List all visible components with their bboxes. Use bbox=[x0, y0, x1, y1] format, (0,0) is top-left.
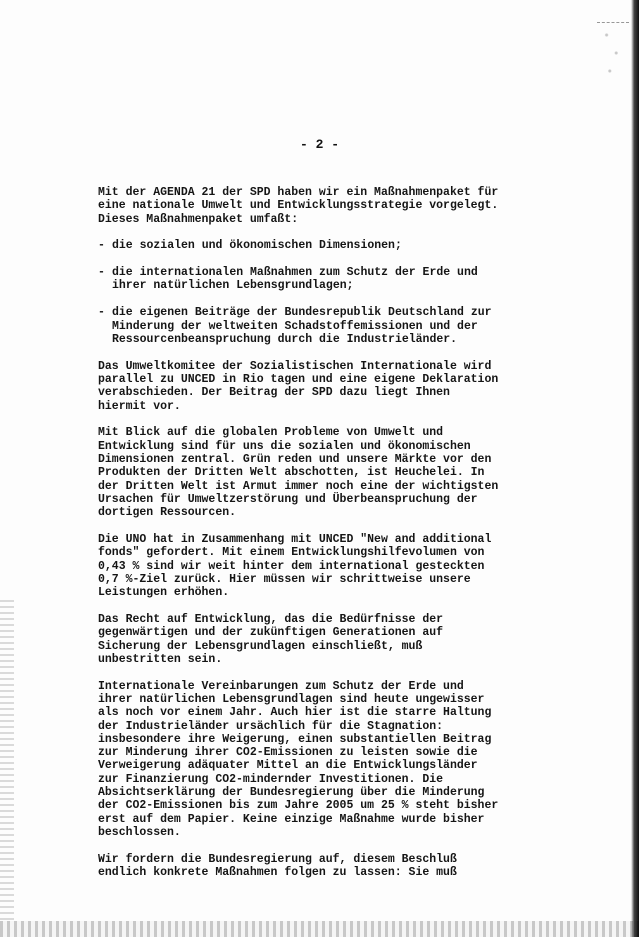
paragraph-demand: Wir fordern die Bundesregierung auf, diesem Beschluß endlich konkrete Maßnahmen folgen zu lassen: Sie muß bbox=[98, 852, 457, 879]
bullet-dash: - bbox=[98, 239, 105, 253]
bullet-item bbox=[98, 266, 528, 293]
scan-edge-noise bbox=[0, 600, 14, 920]
document-body bbox=[98, 186, 528, 893]
scan-bottom-noise bbox=[0, 921, 639, 937]
bullet-text: die eigenen Beiträge der Bundesrepublik Deutschland zur Minderung der weltweiten Schadstoffemissionen und der Ressourcenbeanspruchung durch die Industrieländer. bbox=[112, 306, 492, 346]
bullet-text: die sozialen und ökonomischen Dimensionen; bbox=[112, 239, 402, 253]
bullet-dash: - bbox=[98, 306, 105, 320]
bullet-text: die internationalen Maßnahmen zum Schutz der Erde und ihrer natürlichen Lebensgrundlagen; bbox=[112, 266, 478, 293]
page-number: - 2 - bbox=[299, 137, 339, 152]
intro-paragraph: Mit der AGENDA 21 der SPD haben wir ein Maßnahmenpaket für eine nationale Umwelt und Entwicklungsstrategie vorgelegt. Dieses Maßnahmenpaket umfaßt: bbox=[98, 186, 499, 226]
paragraph-international-agreements: Internationale Vereinbarungen zum Schutz der Erde und ihrer natürlichen Lebensgrundlagen sind heute ungewisser als noch vor einem Jahr. Auch hier ist die starre Haltung der Industrieländer ursächlich für die Stagnation: insbesondere ihre Weigerung, einen substantiellen Beitrag zur Minderung ihrer CO2-Emissionen zu leisten sowie die Verweigerung adäquater Mittel an die Entwicklungsländer zur Finanzierung CO2-mindernder Investitionen. Die Absichtserklärung der Bundesregierung über die Minderung der CO2-Emissionen bis zum Jahre 2005 um 25 % steht bisher erst auf dem Papier. Keine einzige Maßnahme wurde bisher beschlossen. bbox=[98, 679, 499, 839]
paragraph-right-to-development: Das Recht auf Entwicklung, das die Bedürfnisse der gegenwärtigen und der zukünftigen Generationen auf Sicherung der Lebensgrundlagen einschließt, muß unbestritten sein. bbox=[98, 612, 444, 666]
paragraph-unced-committee: Das Umweltkomitee der Sozialistischen Internationale wird parallel zu UNCED in Rio tagen und eine eigene Deklaration verabschieden. Der Beitrag der SPD dazu liegt Ihnen hiermit vor. bbox=[98, 359, 499, 413]
paragraph-uno-funds: Die UNO hat in Zusammenhang mit UNCED "New and additional fonds" gefordert. Mit einem Entwicklungshilfevolumen von 0,43 % sind wir weit hinter dem international gesteckten 0,7 %-Ziel zurück. Hier müssen wir schrittweise unsere Leistungen erhöhen. bbox=[98, 532, 492, 600]
paragraph-global-problems: Mit Blick auf die globalen Probleme von Umwelt und Entwicklung sind für uns die sozialen und ökonomischen Dimensionen zentral. Grün reden und unsere Märkte vor den Produkten der Dritten Welt abschotten, ist Heuchelei. In der Dritten Welt ist Armut immer noch eine der wichtigsten Ursachen für Umweltzerstörung und Überbeanspruchung der dortigen Ressourcen. bbox=[98, 426, 499, 520]
bullet-dash: - bbox=[98, 266, 105, 280]
bullet-item bbox=[98, 239, 528, 252]
scan-speckle-mark bbox=[597, 22, 629, 83]
bullet-item bbox=[98, 306, 528, 346]
